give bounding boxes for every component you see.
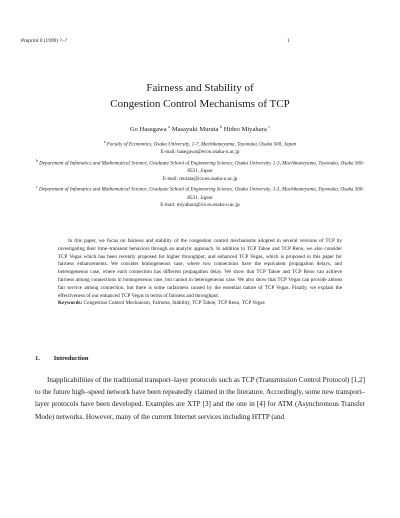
author-name: Go Hasegawa <box>129 126 167 134</box>
affiliations <box>35 138 365 210</box>
section-title: Introduction <box>53 355 89 362</box>
author-affil-mark: c <box>268 124 271 129</box>
affiliation <box>35 157 365 176</box>
keywords-label: Keywords: <box>58 300 83 307</box>
intro-paragraph: Inapplicabilities of the traditional transport–layer protocols such as TCP (Transmission Control Protocol) [1,2] to the future high–speed network have been repeatedly claimed in the literature. Accordingly, some new transport–layer protocols have been developed. Examples are XTP [3] and the one in [4] for ATM (Asynchronous Transfer Mode) networks. However, many of the current Internet services including HTTP (and <box>35 376 365 421</box>
affiliation <box>35 138 365 149</box>
affiliation <box>35 183 365 202</box>
keywords <box>58 300 342 308</box>
title-line-2: Congestion Control Mechanisms of TCP <box>110 98 290 110</box>
affil-text: Department of Infomatics and Mathematical Science, Graduate School of Engineering Science, Osaka University, 1-3, Machikaneyama, Toyonaka, Osaka 560-8531, Japan <box>39 187 365 201</box>
section-number: 1. <box>35 355 40 362</box>
affil-email: E-mail: hasegawa@econ.osaka-u.ac.jp <box>160 149 240 156</box>
affil-email: E-mail: miyahara@ics.es.osaka-u.ac.jp <box>160 202 240 209</box>
author-list <box>0 124 400 133</box>
author-affil-mark: a <box>168 124 171 129</box>
affil-text: Department of Infomatics and Mathematical Science, Graduate School of Engineering Science, Osaka University, 1-3, Machikaneyama, Toyonaka, Osaka 560-8531, Japan <box>39 160 365 175</box>
introduction-body <box>35 374 365 423</box>
abstract-text: In this paper, we focus on fairness and stability of the congestion control mechanisms adopted in several versions of TCP by investigating their time–transient behaviors through an analytic approach. In addition to TCP Tahoe and TCP Reno, we also consider TCP Vegas which has been recently proposed for higher throughput, and enhanced TCP Vegas, which is proposed in this paper for fairness enhancements. We consider homogeneous case, where two connections have the equivalent propagation delays, and heterogeneous case, where each connection has different propagation delay. We show that TCP Tahoe and TCP Reno can achieve fairness among connections in homogeneous case, but cannot in heterogeneous case. We also show that TCP Vegas can provide almost fair service among connection, but there is some unfairness caused by the essential nature of TCP Vegas. Finally, we explain the effectiveness of our enhanced TCP Vegas in terms of fairness and throughput. <box>58 238 342 299</box>
affil-email: E-mail: murata@ics.es.osaka-u.ac.jp <box>162 175 238 182</box>
affil-mark: a <box>103 139 106 144</box>
author-affil-mark: b <box>220 124 223 129</box>
abstract <box>58 238 342 308</box>
affil-mark: c <box>35 184 38 190</box>
author-name: Hideo Miyahara <box>223 126 267 134</box>
title-line-1: Fairness and Stability of <box>146 82 254 94</box>
paper-title <box>0 80 400 112</box>
running-header: Preprint 0 (1999) ?–? <box>21 38 67 44</box>
affil-mark: b <box>35 157 38 163</box>
affil-text: Faculty of Economics, Osaka University, 1-7, Machikaneyama, Toyonaka, Osaka 560, Japan <box>106 141 297 148</box>
author-name: Masayuki Murata <box>171 126 219 134</box>
section-heading <box>35 355 102 362</box>
page-number: 1 <box>287 38 290 44</box>
keywords-text: Congestion Control Mechanism, Fairness, Stability, TCP Tahoe, TCP Reno, TCP Vegas <box>83 300 265 307</box>
